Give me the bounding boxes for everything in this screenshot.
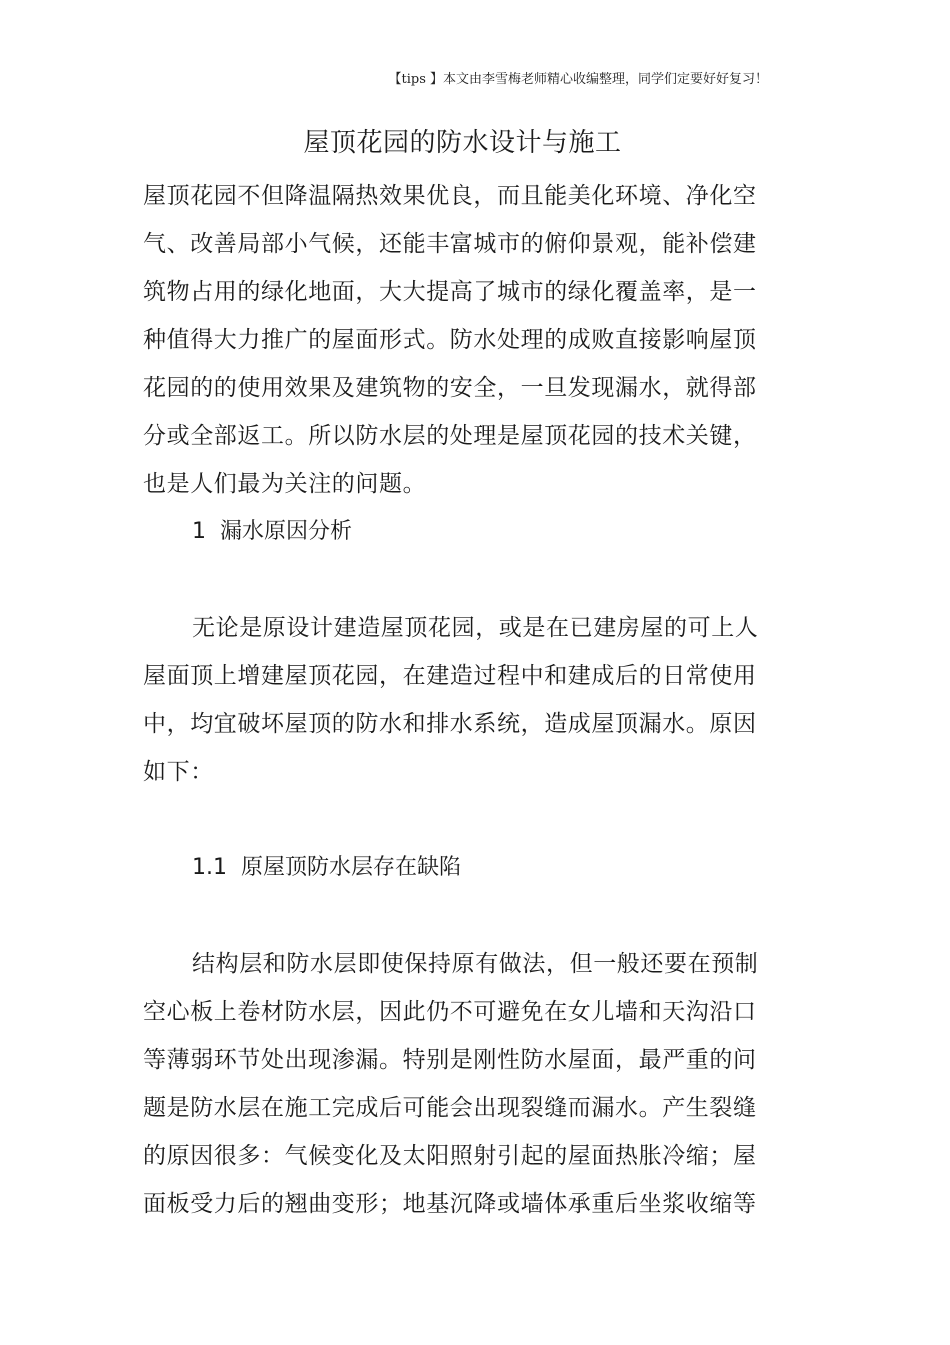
text-line: 等薄弱环节处出现渗漏。特别是刚性防水屋面，最严重的问 — [143, 1047, 757, 1073]
section-number: 1 — [192, 519, 206, 544]
text-line: 题是防水层在施工完成后可能会出现裂缝而漏水。产生裂缝 — [143, 1095, 757, 1121]
page-title: 屋顶花园的防水设计与施工 — [303, 128, 622, 158]
text-line: 中，均宜破坏屋顶的防水和排水系统，造成屋顶漏水。原因 — [143, 711, 757, 737]
text-line: 空心板上卷材防水层，因此仍不可避免在女儿墙和天沟沿口 — [143, 999, 757, 1025]
text-line: 面板受力后的翘曲变形；地基沉降或墙体承重后坐浆收缩等 — [143, 1191, 757, 1217]
text-line: 的原因很多：气候变化及太阳照射引起的屋面热胀冷缩；屋 — [143, 1143, 757, 1169]
text-line: 如下： — [143, 759, 214, 785]
section-heading-1-1 — [192, 853, 461, 883]
text-line: 气、改善局部小气候，还能丰富城市的俯仰景观，能补偿建 — [143, 231, 757, 257]
text-line: 屋面顶上增建屋顶花园，在建造过程中和建成后的日常使用 — [143, 663, 757, 689]
section-title: 原屋顶防水层存在缺陷 — [241, 855, 462, 880]
text-line: 筑物占用的绿化地面，大大提高了城市的绿化覆盖率，是一 — [143, 279, 757, 305]
tips-note: 【tips 】本文由李雪梅老师精心收编整理，同学们定要好好复习！ — [388, 72, 768, 87]
section-title: 漏水原因分析 — [220, 519, 353, 544]
section-number: 1.1 — [192, 855, 227, 880]
text-line: 种值得大力推广的屋面形式。防水处理的成败直接影响屋顶 — [143, 327, 757, 353]
text-line: 屋顶花园不但降温隔热效果优良，而且能美化环境、净化空 — [143, 183, 757, 209]
text-line: 无论是原设计建造屋顶花园，或是在已建房屋的可上人 — [192, 615, 759, 641]
section-heading-1 — [192, 517, 352, 547]
text-line: 也是人们最为关注的问题。 — [143, 471, 427, 497]
text-line: 结构层和防水层即使保持原有做法，但一般还要在预制 — [192, 951, 759, 977]
text-line: 分或全部返工。所以防水层的处理是屋顶花园的技术关键， — [143, 423, 757, 449]
text-line: 花园的的使用效果及建筑物的安全，一旦发现漏水，就得部 — [143, 375, 757, 401]
